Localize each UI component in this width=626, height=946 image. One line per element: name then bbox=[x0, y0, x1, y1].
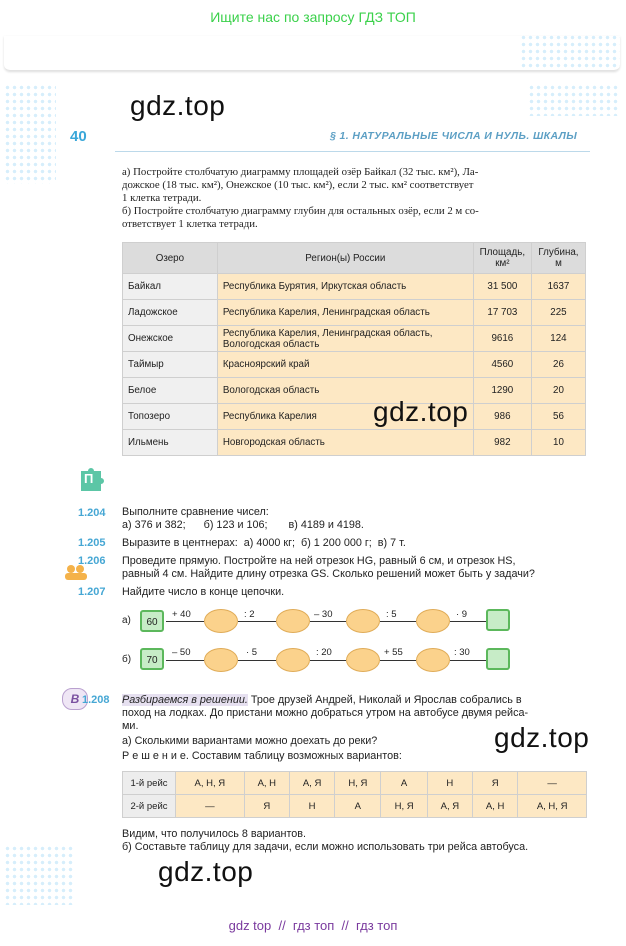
problem-line bbox=[122, 694, 592, 707]
page-number: 40 bbox=[70, 128, 87, 145]
chain-operation: + 55 bbox=[384, 647, 403, 658]
column-header: Глубина, м bbox=[531, 243, 585, 274]
puzzle-icon bbox=[79, 465, 105, 493]
chain-operation: : 30 bbox=[454, 647, 470, 658]
lake-depth: 124 bbox=[531, 326, 585, 352]
trips-table bbox=[122, 771, 587, 818]
chain-arrow bbox=[238, 660, 276, 661]
chain-blank-oval bbox=[276, 648, 310, 672]
conclusion-line: Видим, что получилось 8 вариантов. bbox=[122, 828, 307, 840]
trip-cell: А, Н, Я bbox=[518, 795, 587, 818]
italic-lead: Разбираемся в решении. bbox=[122, 694, 248, 706]
trip-cell: А, Я bbox=[289, 772, 334, 795]
trip-cell: А bbox=[335, 795, 381, 818]
lake-area: 17 703 bbox=[473, 300, 531, 326]
top-banner bbox=[0, 0, 626, 34]
trip-cell: Я bbox=[473, 772, 518, 795]
problem-line: Проведите прямую. Постройте на ней отрезок HG, равный 6 см, и отрезок HS, bbox=[122, 555, 516, 567]
lake-region: Республика Бурятия, Иркутская область bbox=[217, 274, 473, 300]
lake-area: 9616 bbox=[473, 326, 531, 352]
trip-cell: А, Н bbox=[473, 795, 518, 818]
footer-links: gdz top // гдз топ // гдз топ bbox=[228, 918, 398, 933]
problem-line: Найдите число в конце цепочки. bbox=[122, 586, 285, 598]
chain-answer-box bbox=[486, 648, 510, 670]
chain-label: б) bbox=[122, 654, 132, 665]
chain-blank-oval bbox=[416, 648, 450, 672]
chain-blank-oval bbox=[346, 609, 380, 633]
table-row bbox=[123, 300, 586, 326]
lake-name: Ладожское bbox=[123, 300, 218, 326]
trip-cell: — bbox=[518, 772, 587, 795]
chain-start-box: 70 bbox=[140, 648, 164, 670]
column-header: Регион(ы) России bbox=[217, 243, 473, 274]
table-header-row bbox=[123, 243, 586, 274]
problem-text bbox=[122, 555, 535, 581]
lake-region: Вологодская область bbox=[217, 378, 473, 404]
lake-area: 4560 bbox=[473, 352, 531, 378]
problem-line: Выразите в центнерах: а) 4000 кг; б) 1 200 000 г; в) 7 т. bbox=[122, 537, 406, 549]
chain-answer-box bbox=[486, 609, 510, 631]
lake-depth: 26 bbox=[531, 352, 585, 378]
dot-pattern-page-left bbox=[4, 84, 56, 184]
chain-operation: : 5 bbox=[386, 609, 397, 620]
trip-cell: А, Я bbox=[427, 795, 472, 818]
row-label: 2-й рейс bbox=[123, 795, 176, 818]
lake-depth: 10 bbox=[531, 430, 585, 456]
table-row bbox=[123, 795, 587, 818]
dot-pattern-bottom-left bbox=[4, 845, 74, 905]
lake-region: Республика Карелия bbox=[217, 404, 473, 430]
header-rule bbox=[115, 151, 590, 152]
lakes-table bbox=[122, 242, 586, 456]
line-rest: Трое друзей Андрей, Николай и Ярослав собрались в bbox=[247, 694, 522, 706]
banner-text: Ищите нас по запросу ГДЗ ТОП bbox=[210, 9, 416, 25]
problem-text bbox=[122, 506, 364, 532]
problem-line: равный 4 см. Найдите длину отрезка GS. Сколько решений может быть у задачи? bbox=[122, 568, 535, 580]
chain-operation: – 50 bbox=[172, 647, 191, 658]
row-label: 1-й рейс bbox=[123, 772, 176, 795]
table-row bbox=[123, 430, 586, 456]
lake-depth: 1637 bbox=[531, 274, 585, 300]
lake-name: Топозеро bbox=[123, 404, 218, 430]
table-row bbox=[123, 352, 586, 378]
chain-operation: – 30 bbox=[314, 609, 333, 620]
column-header: Озеро bbox=[123, 243, 218, 274]
dot-pattern-page-right bbox=[528, 84, 620, 116]
question-a: а) Сколькими вариантами можно доехать до реки? bbox=[122, 735, 378, 747]
column-header: Площадь, км² bbox=[473, 243, 531, 274]
chain-blank-oval bbox=[276, 609, 310, 633]
table-row bbox=[123, 404, 586, 430]
lake-region: Республика Карелия, Ленинградская область, Вологодская область bbox=[217, 326, 473, 352]
problem-number: 1.207 bbox=[78, 586, 106, 598]
problem-line: Выполните сравнение чисел: bbox=[122, 506, 269, 518]
question-b: б) Составьте таблицу для задачи, если можно использовать три рейса автобуса. bbox=[122, 841, 529, 853]
trip-cell: Н, Я bbox=[381, 795, 427, 818]
chain-label: а) bbox=[122, 615, 131, 626]
dot-pattern-top-right bbox=[520, 34, 620, 70]
task-a-line: а) Постройте столбчатую диаграмму площадей озёр Байкал (32 тыс. км²), Ла- bbox=[122, 166, 479, 178]
lake-name: Белое bbox=[123, 378, 218, 404]
task-intro bbox=[122, 166, 592, 231]
chain-arrow bbox=[310, 621, 346, 622]
lake-name: Онежское bbox=[123, 326, 218, 352]
solution-word: Р е ш е н и е. bbox=[122, 750, 189, 762]
trip-cell: А, Н bbox=[244, 772, 289, 795]
lake-depth: 56 bbox=[531, 404, 585, 430]
lake-area: 1290 bbox=[473, 378, 531, 404]
table-row bbox=[123, 378, 586, 404]
chain-blank-oval bbox=[204, 648, 238, 672]
table-row bbox=[123, 326, 586, 352]
trip-cell: А bbox=[381, 772, 427, 795]
task-a-line: дожское (18 тыс. км²), Онежское (10 тыс. км²), если 2 тыс. км² соответствует bbox=[122, 179, 474, 191]
problem-number: 1.208 bbox=[82, 694, 110, 706]
solution-text: Составим таблицу возможных вариантов: bbox=[188, 750, 402, 762]
chain-arrow bbox=[310, 660, 346, 661]
watermark: gdz.top bbox=[130, 90, 226, 121]
lake-name: Ильмень bbox=[123, 430, 218, 456]
trip-cell: Н bbox=[427, 772, 472, 795]
chain-arrow bbox=[450, 621, 486, 622]
chain-arrow bbox=[380, 660, 416, 661]
lake-name: Байкал bbox=[123, 274, 218, 300]
lake-region: Республика Карелия, Ленинградская область bbox=[217, 300, 473, 326]
trip-cell: Я bbox=[244, 795, 289, 818]
conclusion-text bbox=[122, 828, 528, 854]
table-row bbox=[123, 772, 587, 795]
lake-region: Красноярский край bbox=[217, 352, 473, 378]
chain-operation: · 5 bbox=[246, 647, 258, 658]
chain-blank-oval bbox=[346, 648, 380, 672]
chain-arrow bbox=[450, 660, 486, 661]
trip-cell: Н bbox=[289, 795, 334, 818]
chain-arrow bbox=[166, 621, 204, 622]
trip-cell: Н, Я bbox=[335, 772, 381, 795]
task-b-line: ответствует 1 клетка тетради. bbox=[122, 218, 258, 230]
puzzle-letter: П bbox=[84, 471, 94, 486]
chain-arrow bbox=[238, 621, 276, 622]
task-b-line: б) Постройте столбчатую диаграмму глубин для остальных озёр, если 2 м со- bbox=[122, 205, 479, 217]
chain-operation: : 2 bbox=[244, 609, 255, 620]
chain-start-box: 60 bbox=[140, 610, 164, 632]
problem-line: а) 376 и 382; б) 123 и 106; в) 4189 и 4198. bbox=[122, 519, 364, 531]
watermark: gdz.top bbox=[373, 396, 469, 427]
problem-line: ми. bbox=[122, 720, 139, 732]
chain-operation: : 20 bbox=[316, 647, 332, 658]
problem-number: 1.204 bbox=[78, 507, 106, 519]
lake-depth: 225 bbox=[531, 300, 585, 326]
section-header: § 1. НАТУРАЛЬНЫЕ ЧИСЛА И НУЛЬ. ШКАЛЫ bbox=[330, 130, 578, 142]
lake-depth: 20 bbox=[531, 378, 585, 404]
task-a-line: 1 клетка тетради. bbox=[122, 192, 202, 204]
table-row bbox=[123, 274, 586, 300]
chain-arrow bbox=[380, 621, 416, 622]
problem-number: 1.205 bbox=[78, 537, 106, 549]
badge-letter: В bbox=[70, 692, 80, 706]
chain-operation: + 40 bbox=[172, 609, 191, 620]
chain-arrow bbox=[166, 660, 204, 661]
trip-cell: — bbox=[176, 795, 245, 818]
lake-name: Таймыр bbox=[123, 352, 218, 378]
watermark: gdz.top bbox=[158, 856, 254, 887]
chain-blank-oval bbox=[416, 609, 450, 633]
watermark: gdz.top bbox=[494, 722, 590, 753]
lake-region: Новгородская область bbox=[217, 430, 473, 456]
problem-number: 1.206 bbox=[78, 555, 106, 567]
pair-work-icon bbox=[64, 564, 88, 585]
lake-area: 986 bbox=[473, 404, 531, 430]
lake-area: 982 bbox=[473, 430, 531, 456]
problem-line: поход на лодках. До пристани можно добраться утром на автобусе двумя рейса- bbox=[122, 707, 529, 719]
chain-blank-oval bbox=[204, 609, 238, 633]
lake-area: 31 500 bbox=[473, 274, 531, 300]
trip-cell: А, Н, Я bbox=[176, 772, 245, 795]
chain-operation: · 9 bbox=[456, 609, 468, 620]
